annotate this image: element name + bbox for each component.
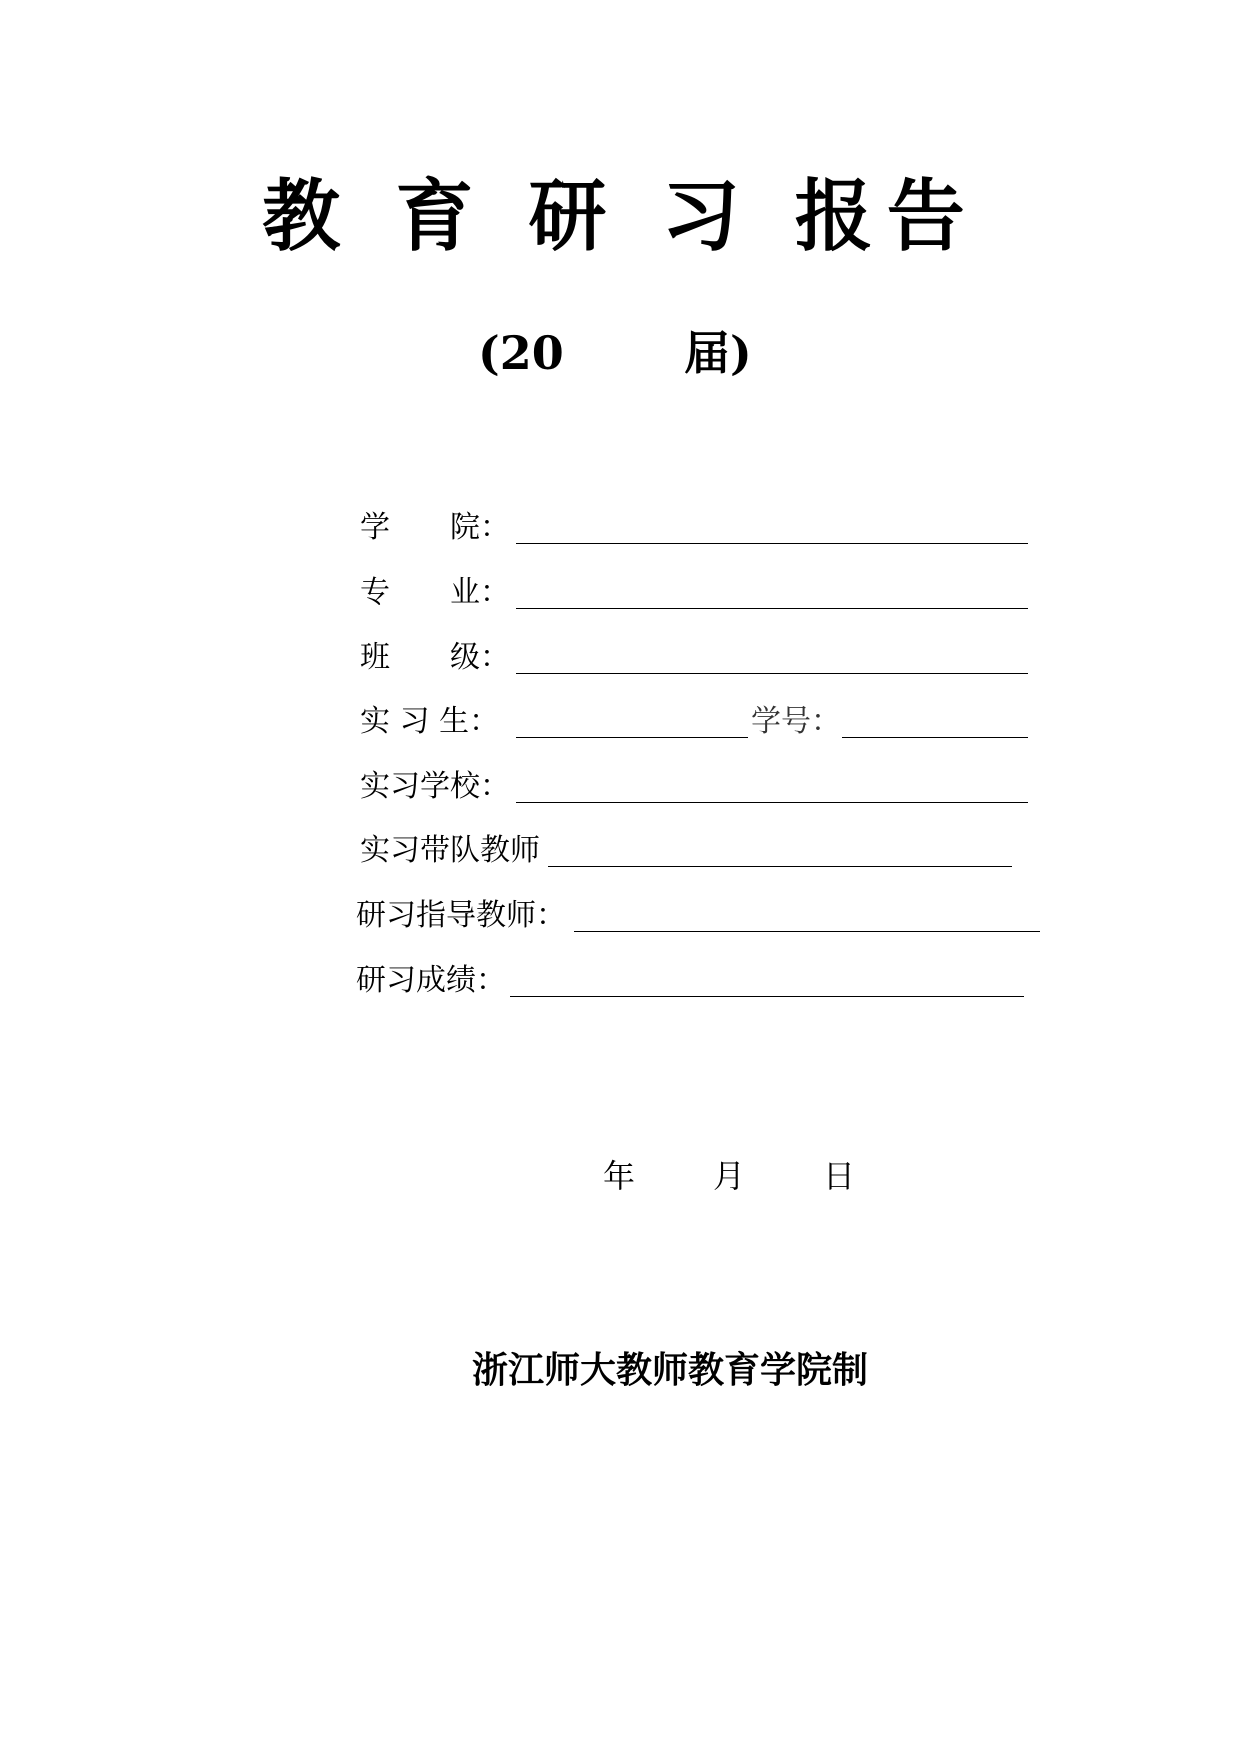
- grade-label: 研习成绩：: [356, 963, 506, 998]
- cohort-suffix: 届): [684, 326, 752, 380]
- grade-field[interactable]: [510, 996, 1024, 997]
- lead-teacher-label: 实习带队教师: [360, 833, 540, 868]
- advisor-label: 研习指导教师：: [356, 898, 566, 933]
- major-field[interactable]: [516, 608, 1028, 609]
- college-field[interactable]: [516, 543, 1028, 544]
- report-title: 教 育 研 习 报告: [262, 171, 979, 262]
- date-month: 月: [713, 1157, 746, 1195]
- student-label: 实 习 生：: [360, 704, 500, 739]
- class-field[interactable]: [516, 673, 1028, 674]
- student-name-field[interactable]: [516, 737, 748, 738]
- advisor-field[interactable]: [574, 931, 1040, 932]
- lead-teacher-field[interactable]: [548, 866, 1012, 867]
- class-label: 班 级：: [360, 640, 510, 675]
- major-label: 专 业：: [360, 575, 510, 610]
- cohort-year-prefix: (20: [478, 326, 564, 380]
- student-number-label: 学号：: [751, 704, 841, 739]
- date-day: 日: [823, 1157, 856, 1195]
- school-field[interactable]: [516, 802, 1028, 803]
- student-number-field[interactable]: [842, 737, 1028, 738]
- date-year: 年: [603, 1157, 636, 1195]
- college-label: 学 院：: [360, 510, 510, 545]
- school-label: 实习学校：: [360, 769, 510, 804]
- issuer-footer: 浙江师大教师教育学院制: [471, 1349, 868, 1391]
